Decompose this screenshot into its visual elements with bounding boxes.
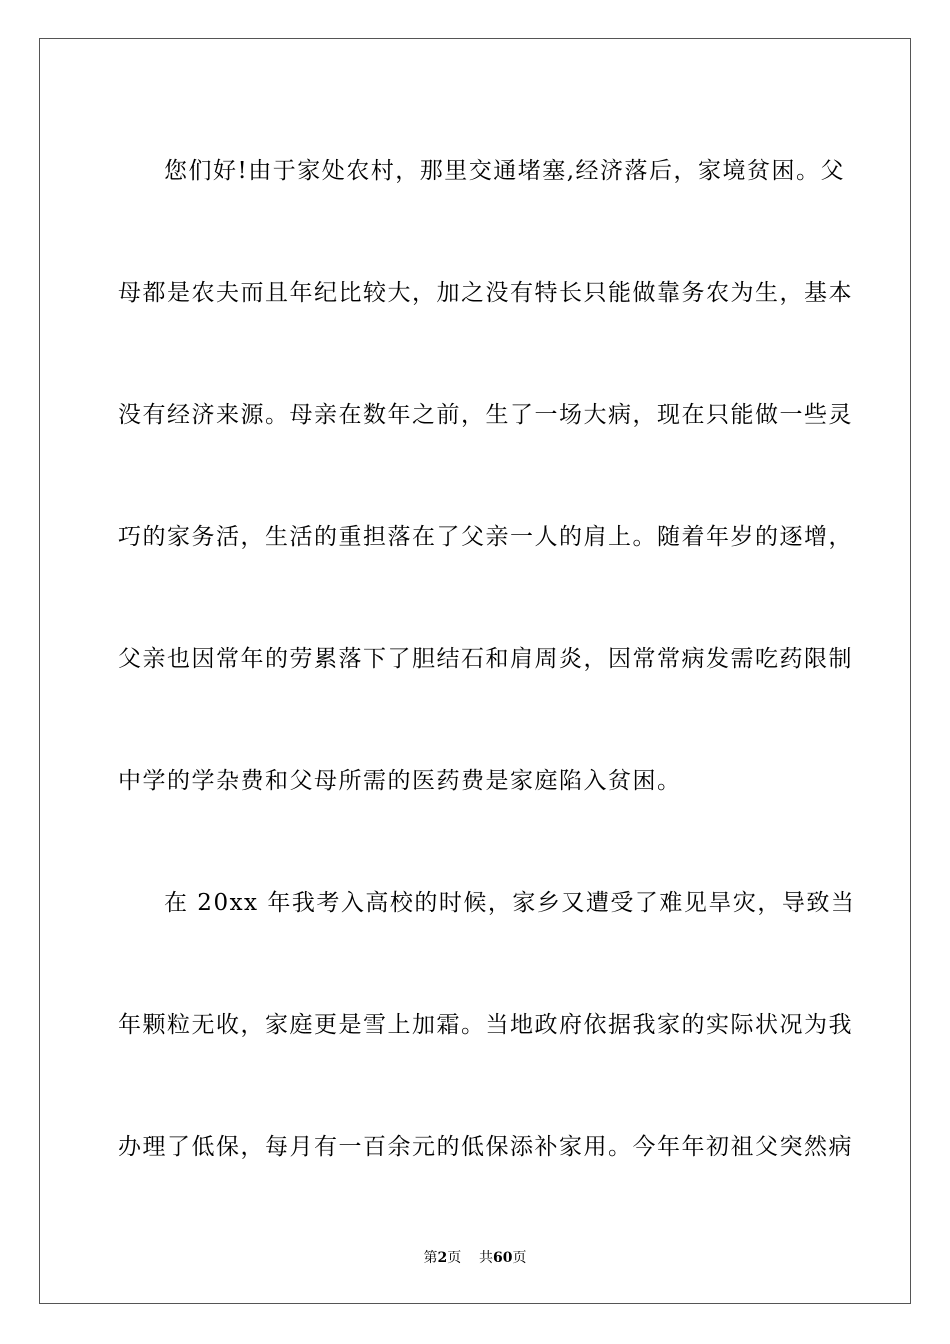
text-line: 巧的家务活，生活的重担落在了父亲一人的肩上。随着年岁的逐增，: [118, 524, 853, 550]
text-line: 年颗粒无收，家庭更是雪上加霜。当地政府依据我家的实际状况为我: [118, 1012, 853, 1038]
paragraph-1: [118, 110, 853, 842]
total-suffix: 页: [512, 1250, 527, 1266]
text-line: 办理了低保，每月有一百余元的低保添补家用。今年年初祖父突然病: [118, 1134, 853, 1160]
text-line: 母都是农夫而且年纪比较大，加之没有特长只能做靠务农为生，基本: [118, 280, 853, 306]
text-line: 中学的学杂费和父母所需的医药费是家庭陷入贫困。: [118, 768, 682, 794]
total-prefix: 共: [479, 1250, 494, 1266]
text-line: 您们好!由于家处农村，那里交通堵塞,经济落后，家境贫困。父: [164, 158, 846, 184]
total-pages-number: 60: [493, 1250, 513, 1266]
page-prefix: 第: [423, 1250, 438, 1266]
paragraph-2: [118, 842, 856, 1208]
page-suffix: 页: [447, 1250, 462, 1266]
text-line: 父亲也因常年的劳累落下了胆结石和肩周炎，因常常病发需吃药限制: [118, 646, 853, 672]
document-body: [118, 110, 856, 1208]
text-line: 没有经济来源。母亲在数年之前，生了一场大病，现在只能做一些灵: [118, 402, 853, 428]
current-page-number: 2: [437, 1250, 448, 1266]
page-footer: [0, 1248, 950, 1268]
text-line: 在 20xx 年我考入高校的时候，家乡又遭受了难见旱灾，导致当: [164, 890, 856, 916]
